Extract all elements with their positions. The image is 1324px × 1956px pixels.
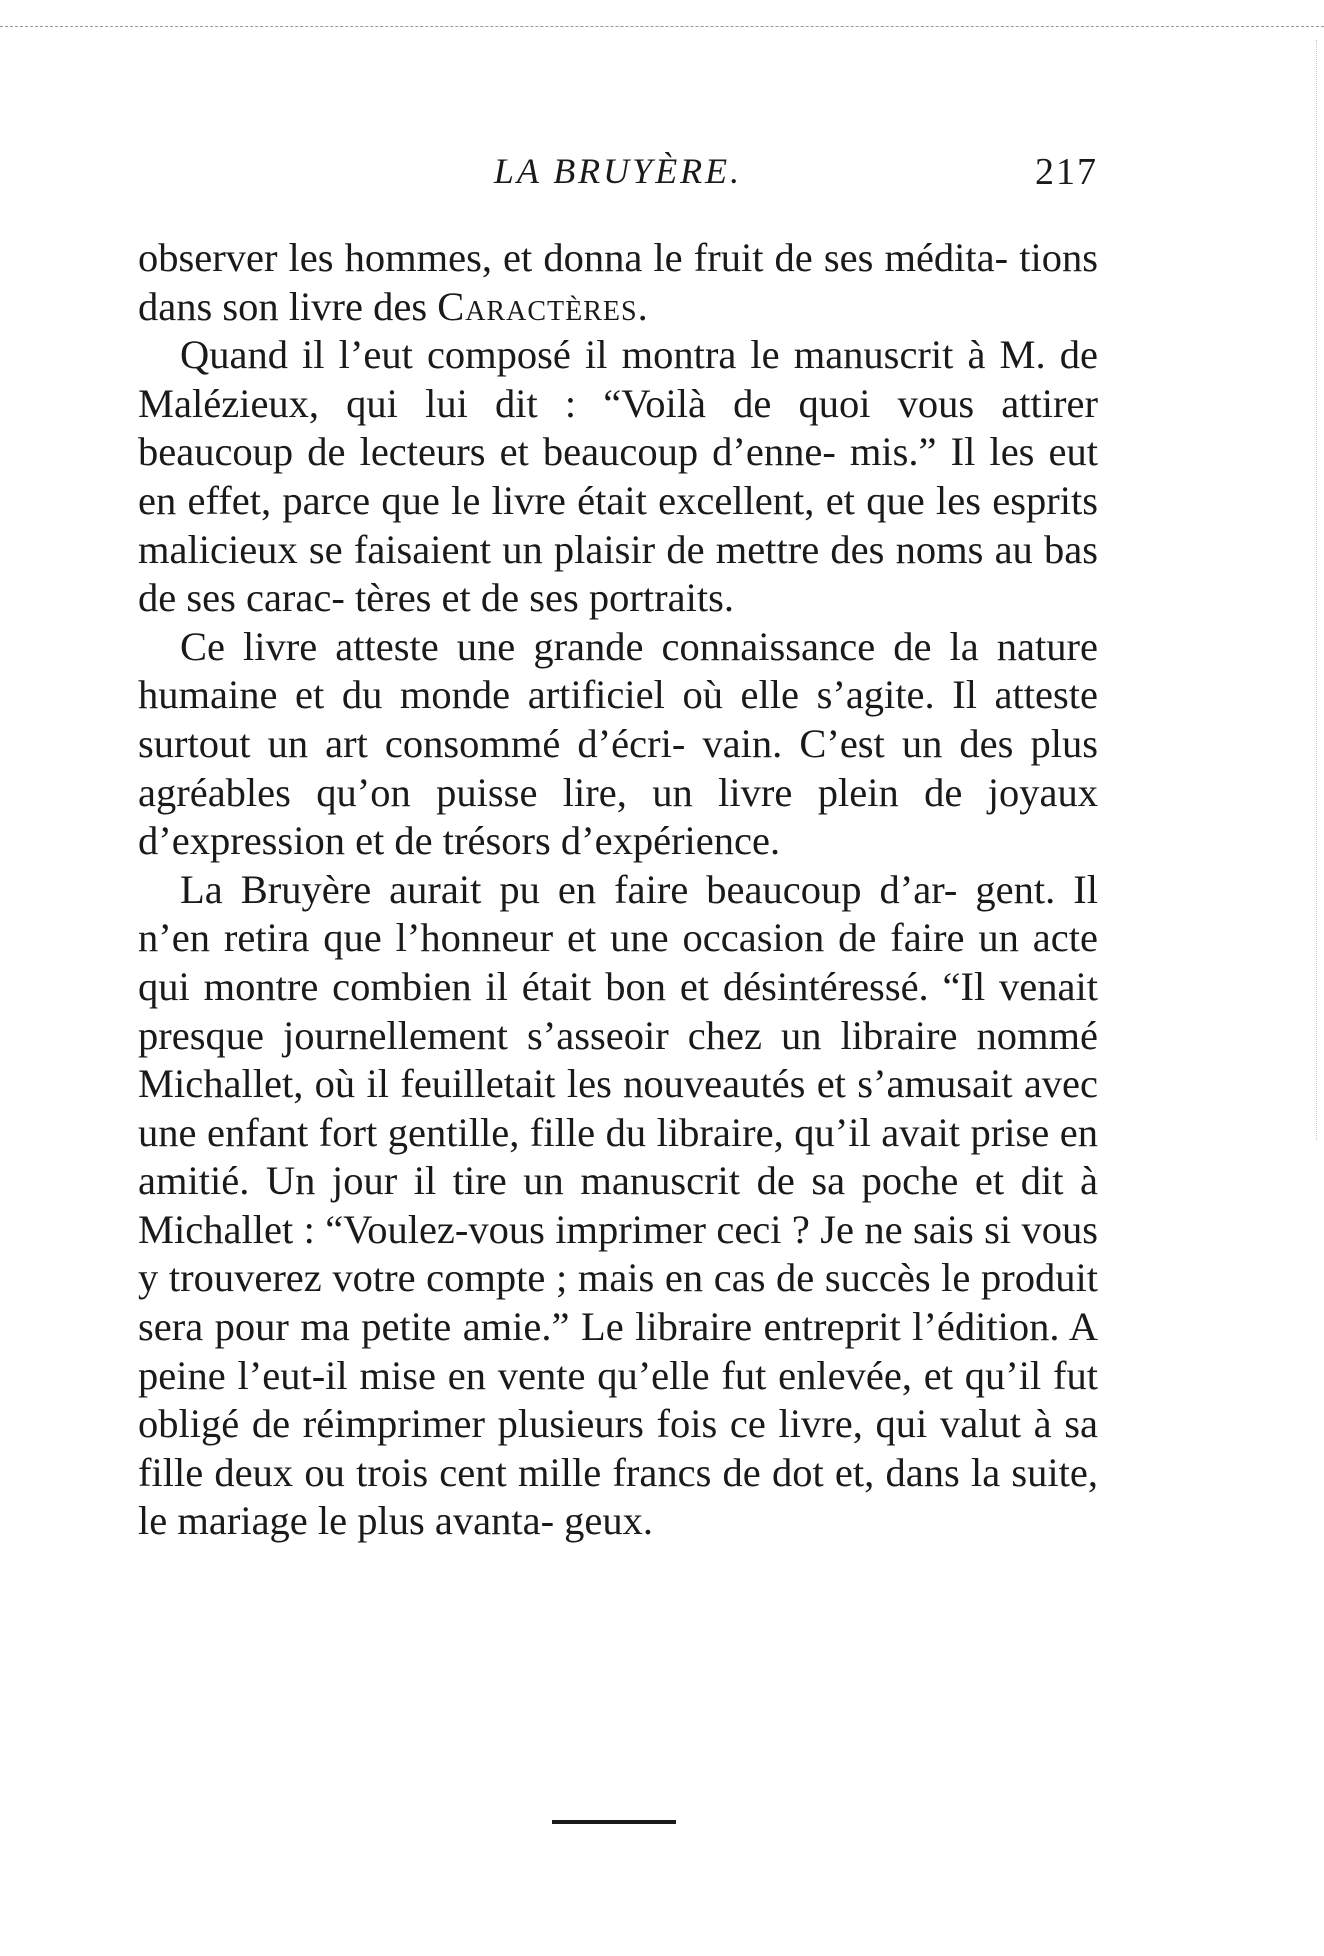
book-title-caracteres: Caractères. [437,283,649,329]
page-number: 217 [1035,151,1098,193]
section-end-rule [552,1820,676,1824]
paragraph-3: Ce livre atteste une grande connaissance de la nature humaine et du monde artificiel où elle s’agite. Il atteste surtout un art consommé d’écri- vain. C’est un des plus agréables qu’on puisse lire, un livre plein de joyaux d’expression et de trésors d’expérience. [138,623,1098,864]
paragraph-2: Quand il l’eut composé il montra le manuscrit à M. de Malézieux, qui lui dit : “Voilà de quoi vous attirer beaucoup de lecteurs et beaucoup d’enne- mis.” Il les eut en effet, parce que le livre était excellent, et que les esprits malicieux se faisaient un plaisir de mettre des noms au bas de ses carac- tères et de ses portraits. [138,332,1098,621]
paragraph-1-text: observer les hommes, et donna le fruit de ses médita- tions dans son livre des [138,235,1098,329]
running-header [138,150,1098,200]
body-text [138,234,1098,1546]
running-title: LA BRUYÈRE. [493,151,743,191]
paragraph-4: La Bruyère aurait pu en faire beaucoup d’ar- gent. Il n’en retira que l’honneur et une occasion de faire un acte qui montre combien il était bon et désintéressé. “Il venait presque journellement s’asseoir chez un libraire nommé Michallet, où il feuilletait les nouveautés et s’amusait avec une enfant fort gentille, fille du libraire, qu’il avait prise en amitié. Un jour il tire un manuscrit de sa poche et dit à Michallet : “Voulez-vous imprimer ceci ? Je ne sais si vous y trouverez votre compte ; mais en cas de succès le produit sera pour ma petite amie.” Le libraire entreprit l’édition. A peine l’eut-il mise en vente qu’elle fut enlevée, et qu’il fut obligé de réimprimer plusieurs fois ce livre, qui valut à sa fille deux ou trois cent mille francs de dot et, dans la suite, le mariage le plus avanta- geux. [138,866,1098,1544]
page-top-rule [0,26,1324,27]
page-edge-rule [1316,40,1317,1140]
paragraph-1 [138,234,1098,331]
